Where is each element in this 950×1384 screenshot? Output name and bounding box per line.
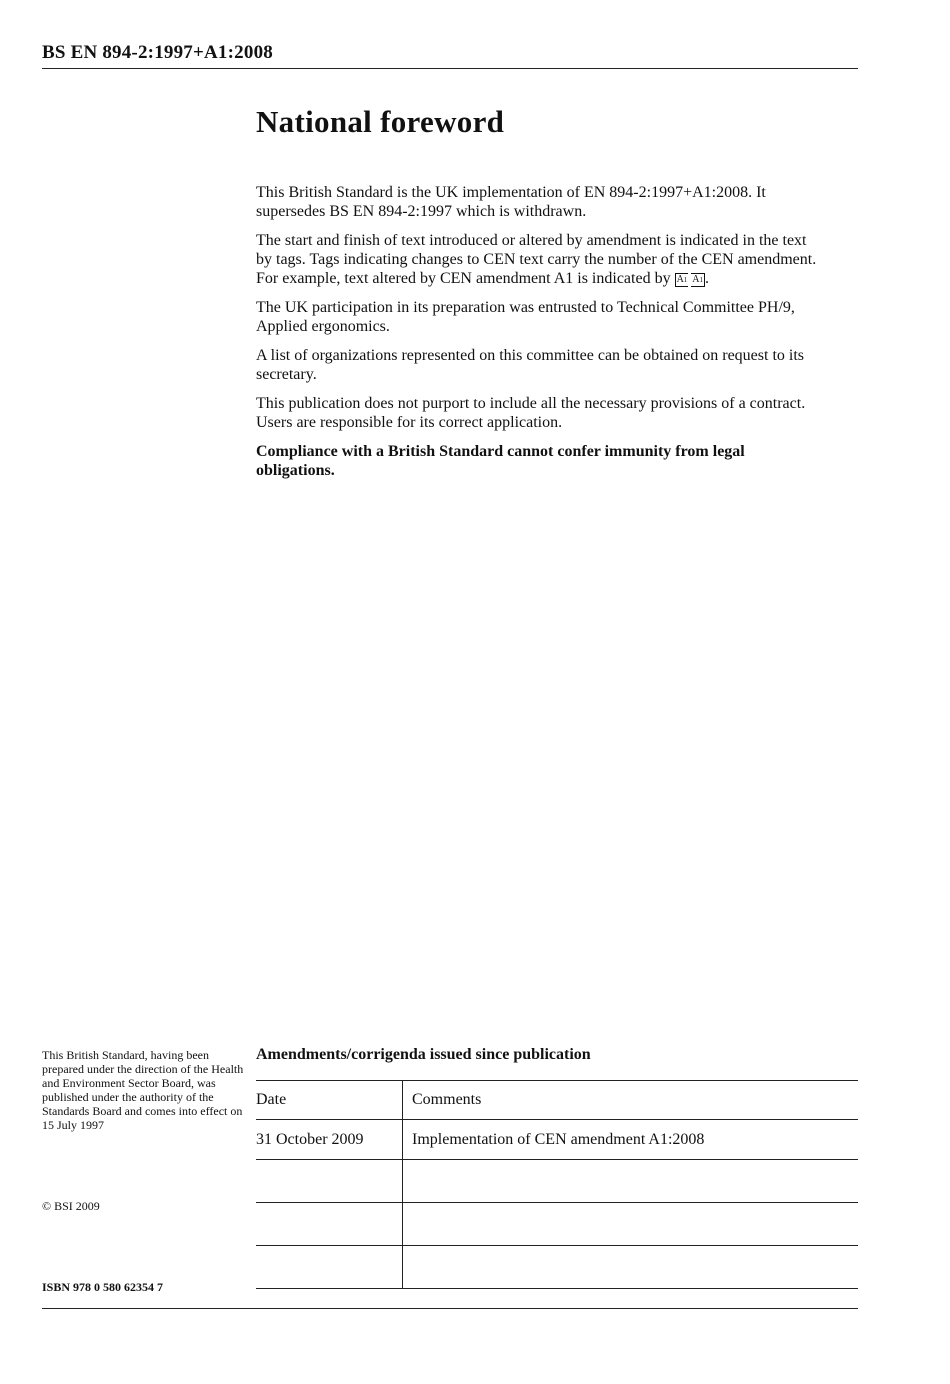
paragraph-organizations: A list of organizations represented on this committee can be obtained on request to its secretary.	[256, 347, 805, 383]
paragraph-compliance: Compliance with a British Standard cannot confer immunity from legal obligations.	[256, 443, 745, 479]
paragraph-committee: The UK participation in its preparation was entrusted to Technical Committee PH/9, Applied ergonomics.	[256, 299, 795, 335]
amendments-table	[256, 1080, 858, 1289]
empty-comments-cell	[403, 1203, 859, 1246]
paragraph-contract: This publication does not purport to include all the necessary provisions of a contract. Users are responsible for its correct application.	[256, 395, 806, 431]
paragraph-implementation: This British Standard is the UK implementation of EN 894-2:1997+A1:2008. It supersedes BS EN 894-2:1997 which is withdrawn.	[256, 184, 766, 220]
header-divider	[42, 68, 858, 69]
copyright-notice: © BSI 2009	[42, 1199, 100, 1213]
amendment-date: 31 October 2009	[256, 1120, 403, 1160]
column-header-comments: Comments	[403, 1081, 859, 1120]
empty-comments-cell	[403, 1246, 859, 1289]
empty-date-cell	[256, 1160, 403, 1203]
table-row	[256, 1120, 858, 1160]
empty-comments-cell	[403, 1160, 859, 1203]
table-row-empty	[256, 1246, 858, 1289]
amendment-comments: Implementation of CEN amendment A1:2008	[403, 1120, 859, 1160]
empty-date-cell	[256, 1246, 403, 1289]
paragraph-amendment-tags-text: The start and finish of text introduced or altered by amendment is indicated in the text by tags. Tags indicating changes to CEN text carry the number of the CEN amendment. For example, text altered by CEN amendment A1 is indicated by	[256, 232, 817, 287]
document-id: BS EN 894-2:1997+A1:2008	[42, 42, 273, 63]
empty-date-cell	[256, 1203, 403, 1246]
table-header-row	[256, 1081, 858, 1120]
column-header-date: Date	[256, 1081, 403, 1120]
amendments-title: Amendments/corrigenda issued since publication	[256, 1046, 591, 1063]
page-title: National foreword	[256, 104, 505, 139]
footer-divider	[42, 1308, 858, 1309]
paragraph-amendment-tags: The start and finish of text introduced or altered by amendment is indicated in the text by tags. Tags indicating changes to CEN text carry the number of the CEN amendment. For example, text altered by CEN amendment A1 is indicated by A1 A1 .	[256, 232, 817, 287]
amendment-end-tag-icon: A1	[692, 274, 704, 285]
table-row-empty	[256, 1160, 858, 1203]
amendment-start-tag-icon: A1	[676, 274, 688, 285]
isbn: ISBN 978 0 580 62354 7	[42, 1280, 164, 1294]
foreword-body	[256, 183, 821, 490]
table-row-empty	[256, 1203, 858, 1246]
publication-note: This British Standard, having been prepared under the direction of the Health and Environment Sector Board, was published under the authority of the Standards Board and comes into effect on 15 July 1997	[42, 1048, 244, 1132]
